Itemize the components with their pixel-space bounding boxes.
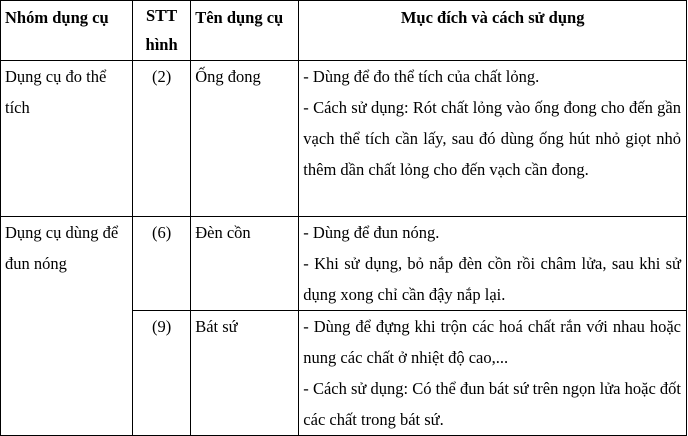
header-stt-line2: hình xyxy=(145,35,178,54)
cell-name: Bát sứ xyxy=(191,311,299,436)
cell-stt: (2) xyxy=(133,61,191,217)
header-stt-line1: STT xyxy=(146,6,178,25)
cell-name: Đèn cồn xyxy=(191,217,299,311)
cell-stt: (9) xyxy=(133,311,191,436)
cell-purpose xyxy=(299,217,687,311)
cell-purpose xyxy=(299,311,687,436)
table-header-row xyxy=(1,1,687,61)
header-group: Nhóm dụng cụ xyxy=(1,1,133,61)
header-purpose: Mục đích và cách sử dụng xyxy=(299,1,687,61)
table-row xyxy=(1,217,687,311)
cell-stt: (6) xyxy=(133,217,191,311)
purpose-line: - Cách sử dụng: Có thể đun bát sứ trên ngọn lửa hoặc đốt các chất trong bát sứ. xyxy=(303,379,681,429)
purpose-line: - Cách sử dụng: Rót chất lỏng vào ống đong cho đến gần vạch thể tích cần lấy, sau đó dùng ống hút nhỏ giọt nhỏ thêm dần chất lỏng cho đến vạch cần đong. xyxy=(303,98,681,179)
table-row xyxy=(1,61,687,217)
cell-group: Dụng cụ dùng để đun nóng xyxy=(1,217,133,436)
header-stt xyxy=(133,1,191,61)
cell-name: Ống đong xyxy=(191,61,299,217)
cell-group: Dụng cụ đo thể tích xyxy=(1,61,133,217)
purpose-line: - Dùng để đo thể tích của chất lỏng. xyxy=(303,67,540,86)
purpose-line: - Dùng để đun nóng. xyxy=(303,223,440,242)
header-name: Tên dụng cụ xyxy=(191,1,299,61)
purpose-line: - Dùng để đựng khi trộn các hoá chất rắn với nhau hoặc nung các chất ở nhiệt độ cao,... xyxy=(303,317,681,367)
cell-purpose xyxy=(299,61,687,217)
purpose-line: - Khi sử dụng, bỏ nắp đèn cồn rồi châm lửa, sau khi sử dụng xong chỉ cần đậy nắp lại. xyxy=(303,254,681,304)
